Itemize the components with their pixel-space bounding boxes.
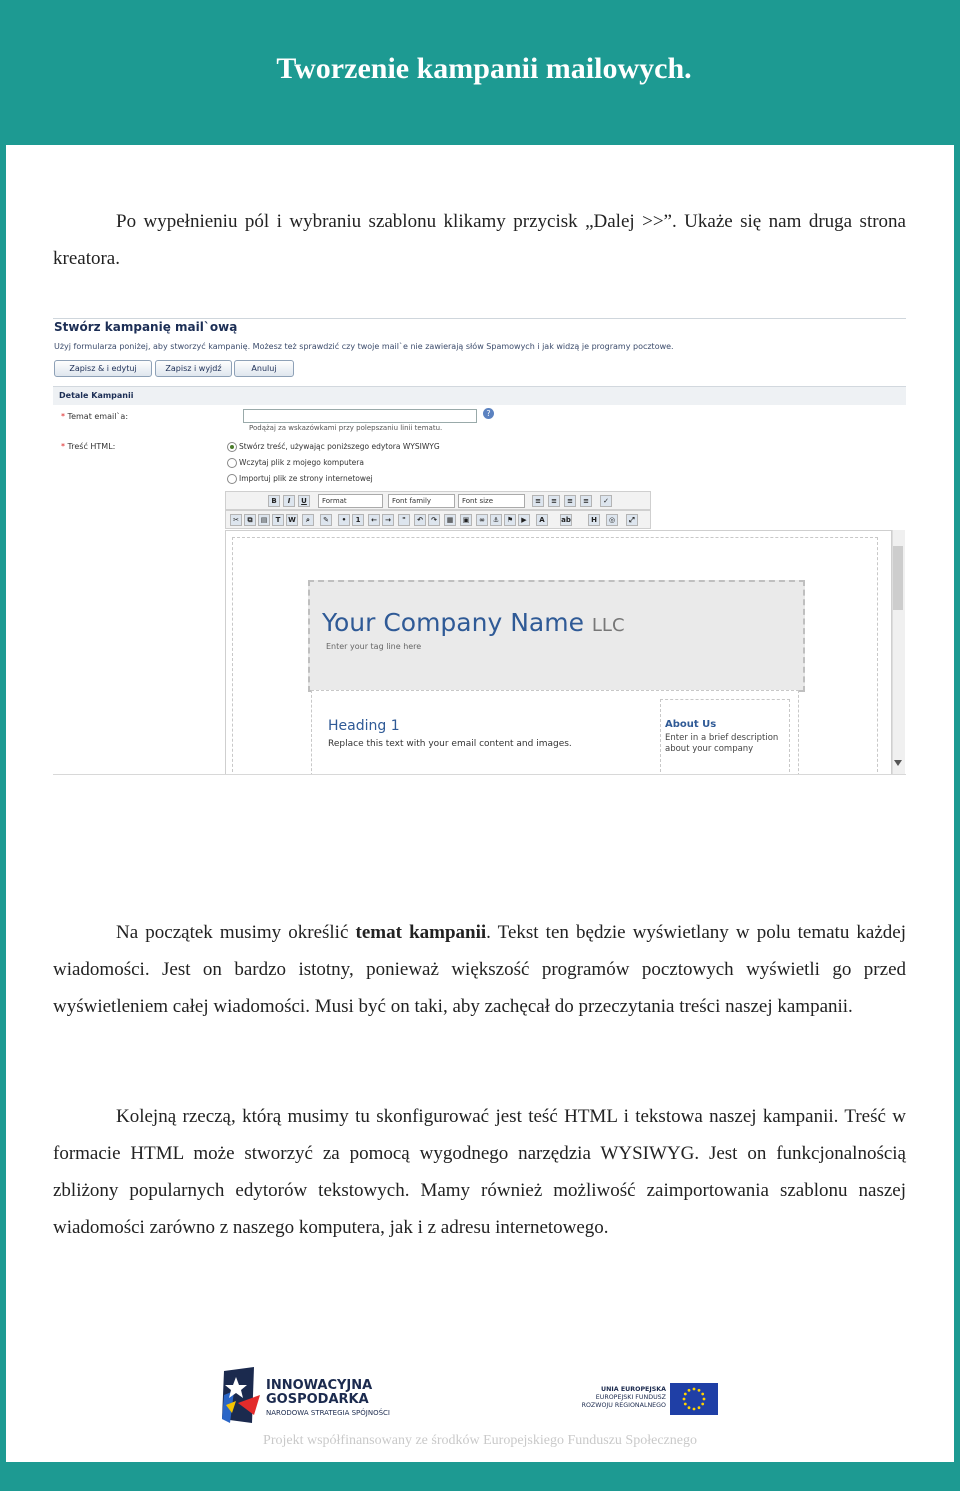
page-title: Tworzenie kampanii mailowych. [276,52,692,85]
radio-upload[interactable] [227,458,237,468]
form-title: Stwórz kampanię mail`ową [54,320,238,334]
section-header [53,386,906,405]
paragraph-2 [53,1098,906,1246]
para2-text: Kolejną rzeczą, którą musimy tu skonfigurować jest teść HTML i tekstowa naszej kampanii. Treść w formacie HTML może stworzyć za pomocą wygodnego narzędzia WYSIWYG. Jest on funkcjonalnością zbliżony popularnych edytorów tekstowych. Mamy również możliwość zaimportowania szablonu naszej wiadomości zarówno z naszego komputera, jak i z adresu internetowego. [53,1106,906,1238]
company-name: Your Company Name LLC [322,608,625,637]
paste-word-icon[interactable]: W [286,514,298,526]
para1-bold: temat kampanii [355,922,487,943]
unlink-icon[interactable]: ⚓ [490,514,502,526]
align-justify-icon[interactable]: ≡ [580,495,592,507]
content-block[interactable] [311,690,799,775]
highlight-icon[interactable]: ab [561,516,571,524]
numbered-list-icon[interactable]: 1 [352,514,364,526]
blockquote-icon[interactable]: " [398,514,410,526]
campaign-screenshot [53,318,906,775]
frame-left [0,0,6,1491]
radio-wysiwyg[interactable] [227,442,237,452]
eu-flag-icon [670,1383,718,1415]
link-icon[interactable]: ∞ [476,514,488,526]
para1-after: . Tekst ten będzie wyświetlany w polu tematu każdej wiadomości. Jest on bardzo istotny, ponieważ większość programów pocztowych wyświetli go przed wyświetleniem całej wiadomości. Musi być on taki, aby zachęcał do przeczytania treści naszej kampanii. [53,922,907,1017]
tagline: Enter your tag line here [326,642,422,651]
ig-star-icon [220,1365,262,1425]
paragraph-1 [53,914,906,1025]
save-edit-button[interactable]: Zapisz & i edytuj [54,360,152,377]
editor-toolbar-row2 [225,510,651,529]
html-source-icon[interactable]: H [588,514,600,526]
subject-label: * Temat email`a: [61,412,129,421]
fullscreen-icon[interactable]: ⤢ [626,514,638,526]
format-select[interactable]: Format [318,494,383,508]
cancel-button[interactable]: Anuluj [234,360,294,377]
align-right-icon[interactable]: ≡ [564,495,576,507]
help-icon[interactable]: ? [483,408,494,419]
radio-upload-label: Wczytaj plik z mojego komputera [239,458,364,467]
save-exit-button[interactable]: Zapisz i wyjdź [155,360,232,377]
copy-icon[interactable]: ⧉ [244,514,256,526]
html-label: * Treść HTML: [61,442,116,451]
underline-icon[interactable]: U [298,495,310,507]
ig-subtext: NARODOWA STRATEGIA SPÓJNOŚCI [266,1409,390,1417]
paste-text-icon[interactable]: T [272,514,284,526]
about-block[interactable] [660,699,790,775]
company-header-block[interactable] [308,580,805,692]
ig-text: INNOWACYJNA GOSPODARKA [266,1378,373,1407]
table-icon[interactable]: ▦ [444,514,456,526]
bullet-list-icon[interactable]: • [338,514,350,526]
anchor-icon[interactable]: ⚑ [504,514,516,526]
footer-band [0,1462,960,1491]
section-title: Detale Kampanii [59,391,134,400]
frame-right [954,0,960,1491]
subject-hint[interactable]: Podążaj za wskazówkami przy polepszaniu linii tematu. [249,424,443,432]
align-center-icon[interactable]: ≡ [548,495,560,507]
editor-toolbar-row1 [225,491,651,510]
subject-input[interactable] [243,409,477,423]
radio-wysiwyg-label: Stwórz treść, używając poniższego edytora WYSIWYG [239,442,440,451]
about-title: About Us [665,719,717,730]
undo-icon[interactable]: ↶ [414,514,426,526]
spellcheck-icon[interactable]: ✓ [600,495,612,507]
content-heading: Heading 1 [328,718,400,734]
eu-logo [580,1383,720,1417]
intro-paragraph [53,203,906,277]
content-text: Replace this text with your email content and images. [328,739,572,749]
cut-icon[interactable]: ✂ [230,514,242,526]
about-text: Enter in a brief description about your company [665,733,779,754]
para1-before: Na początek musimy określić [116,922,356,943]
indent-icon[interactable]: → [382,514,394,526]
find-icon[interactable]: ⌕ [302,514,314,526]
outdent-icon[interactable]: ← [368,514,380,526]
preview-icon[interactable]: ◎ [606,514,618,526]
scroll-down-icon[interactable] [894,760,902,766]
font-color-icon[interactable]: A [536,514,548,526]
cleanup-icon[interactable]: ✎ [320,514,332,526]
font-size-select[interactable]: Font size [458,494,525,508]
font-family-select[interactable]: Font family [388,494,455,508]
bold-icon[interactable]: B [268,495,280,507]
paste-icon[interactable]: ▤ [258,514,270,526]
header-band [0,0,960,145]
eu-text: UNIA EUROPEJSKA EUROPEJSKI FUNDUSZ ROZWOJU REGIONALNEGO [581,1386,666,1409]
italic-icon[interactable]: I [283,495,295,507]
media-icon[interactable]: ▶ [518,514,530,526]
form-description: Użyj formularza poniżej, aby stworzyć kampanię. Możesz też sprawdzić czy twoje mail`e nie zawierają słów Spamowych i jak widzą je programy pocztowe. [54,342,674,351]
image-icon[interactable]: ▣ [460,514,472,526]
redo-icon[interactable]: ↷ [428,514,440,526]
top-divider [53,318,906,319]
radio-import-label: Importuj plik ze strony internetowej [239,474,373,483]
scrollbar-thumb[interactable] [893,546,903,610]
innowacyjna-gospodarka-logo [220,1365,400,1425]
align-left-icon[interactable]: ≡ [532,495,544,507]
intro-text: Po wypełnieniu pól i wybraniu szablonu klikamy przycisk „Dalej >>”. Ukaże się nam druga strona kreatora. [53,211,906,269]
radio-import[interactable] [227,474,237,484]
footer-text: Projekt współfinansowany ze środków Europejskiego Funduszu Społecznego [263,1433,697,1448]
